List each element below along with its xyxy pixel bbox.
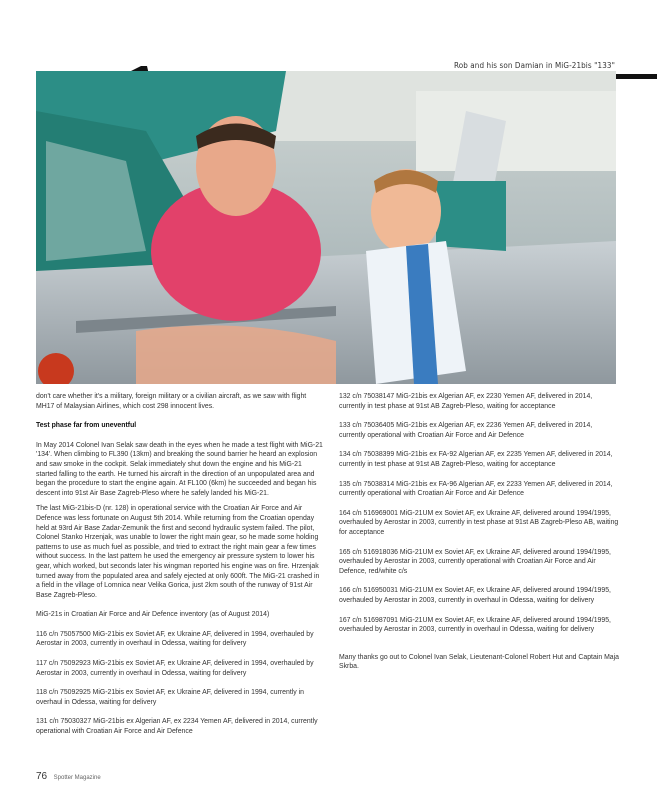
inventory-item: 116 c/n 75057500 MiG-21bis ex Soviet AF, ex Ukraine AF, delivered in 1994, overhauled by Aerostar in 2003, currently in overhaul in Odessa, waiting for delivery: [36, 630, 314, 648]
section-heading: Test phase far from uneventful: [36, 422, 137, 430]
test-phase-paragraph-2: The last MiG-21bis-D (nr. 128) in operational service with the Croatian Air Force and Air Defence was less fortunate on August 5th 2014. While returning from the Croatian openday held at 93rd Air Base Zadar-Zemunik the first and second hydraulic system failed. The pilot, Colonel Stanko Hrzenjak, was unable to lower the right main gear, so he made some holding patterns to use as much fuel as possible, and tried to extract the right main gear a few times without success. In the last pattern he used the emergency air pressure system to lower his gear, which worked, but seconds later his wingman reported his engine was on fire. Hrzenjak turned away from the populated area and safely ejected at only 600ft. The MiG-21 crashed in a field in the village of Lomnica near Velika Gorica, just 2km south of the runway of 91st Air Base Zagreb-Pleso.: [36, 505, 320, 599]
inventory-item: 117 c/n 75092923 MiG-21bis ex Soviet AF, ex Ukraine AF, delivered in 1994, overhauled by Aerostar in 2003, currently in overhaul in Odessa, waiting for delivery: [36, 660, 314, 677]
page-footer: [36, 771, 101, 782]
acknowledgements: Many thanks go out to Colonel Ivan Selak, Lieutenant-Colonel Robert Hut and Captain Maja Skrba.: [339, 653, 620, 671]
inventory-heading: MiG-21s in Croatian Air Force and Air Defence inventory (as of August 2014): [36, 611, 270, 619]
inventory-item: 164 c/n 516969001 MiG-21UM ex Soviet AF, ex Ukraine AF, delivered around 1994/1995, overhauled by Aerostar in 2003, currently in test phase at 91st AB Zagreb-Pleso AB, waiting for acceptance: [339, 509, 619, 536]
feature-photo: [36, 71, 616, 384]
intro-paragraph: don't care whether it's a military, foreign military or a civilian aircraft, as we saw with flight MH17 of Malaysian Airlines, which cost 298 innocent lives.: [36, 393, 307, 410]
article-column-left: [36, 392, 324, 747]
test-phase-paragraph-1: In May 2014 Colonel Ivan Selak saw death in the eyes when he made a test flight with MiG-21 '134'. When climbing to FL390 (13km) and breaking the sound barrier he heard an explosion and saw smoke in the cockpit. Selak immediately shut down the engine and his MiG-21 started falling to the earth. He turned his aircraft in the direction of an unpopulated area and began the procedure to start the engine again. At FL100 (6km) he succeeded and began his descent into 91st Air Base Zagreb-Pleso where he safely landed his MiG-21.: [36, 441, 323, 497]
inventory-item: 165 c/n 516918036 MiG-21UM ex Soviet AF, ex Ukraine AF, delivered around 1994/1995, overhauled by Aerostar in 2003, currently operational with Croatian Air Force and Air Defence, red/white c/s: [339, 548, 611, 575]
page-header: [0, 30, 657, 62]
photo-illustration: [36, 71, 616, 384]
inventory-item: 135 c/n 75038314 MiG-21bis ex FA-96 Algerian AF, ex 2233 Yemen AF, delivered in 2014, currently operational with Croatian Air Force and Air Defence: [339, 480, 613, 498]
inventory-item: 133 c/n 75036405 MiG-21bis ex Algerian AF, ex 2236 Yemen AF, delivered in 2014, currently operational with Croatian Air Force and Air Defence: [339, 422, 593, 439]
inventory-item: 134 c/n 75038399 MiG-21bis ex FA-92 Algerian AF, ex 2235 Yemen AF, delivered in 2014, currently in test phase at 91st AB Zagreb-Pleso, waiting for acceptance: [339, 451, 613, 468]
inventory-item: 167 c/n 516987091 MiG-21UM ex Soviet AF, ex Ukraine AF, delivered around 1994/1995, overhauled by Aerostar in 2003, currently in overhaul in Odessa, waiting for delivery: [339, 616, 611, 634]
inventory-item: 131 c/n 75030327 MiG-21bis ex Algerian AF, ex 2234 Yemen AF, delivered in 2014, currently operational with Croatian Air Force and Air Defence: [36, 718, 318, 736]
inventory-item: 166 c/n 516950031 MiG-21UM ex Soviet AF, ex Ukraine AF, delivered around 1994/1995, overhauled by Aerostar in 2003, currently in overhaul in Odessa, waiting for delivery: [339, 587, 611, 604]
inventory-item: 118 c/n 75092925 MiG-21bis ex Soviet AF, ex Ukraine AF, delivered in 1994, currently in overhaul in Odessa, waiting for delivery: [36, 689, 304, 706]
article-column-right: [339, 392, 619, 682]
page-number: 76: [36, 771, 48, 782]
photo-caption: Rob and his son Damian in MiG-21bis "133": [454, 61, 615, 70]
inventory-item: 132 c/n 75038147 MiG-21bis ex Algerian AF, ex 2230 Yemen AF, delivered in 2014, currently in test phase at 91st AB Zagreb-Pleso, waiting for acceptance: [339, 393, 593, 410]
magazine-name: Spotter Magazine: [53, 775, 101, 781]
